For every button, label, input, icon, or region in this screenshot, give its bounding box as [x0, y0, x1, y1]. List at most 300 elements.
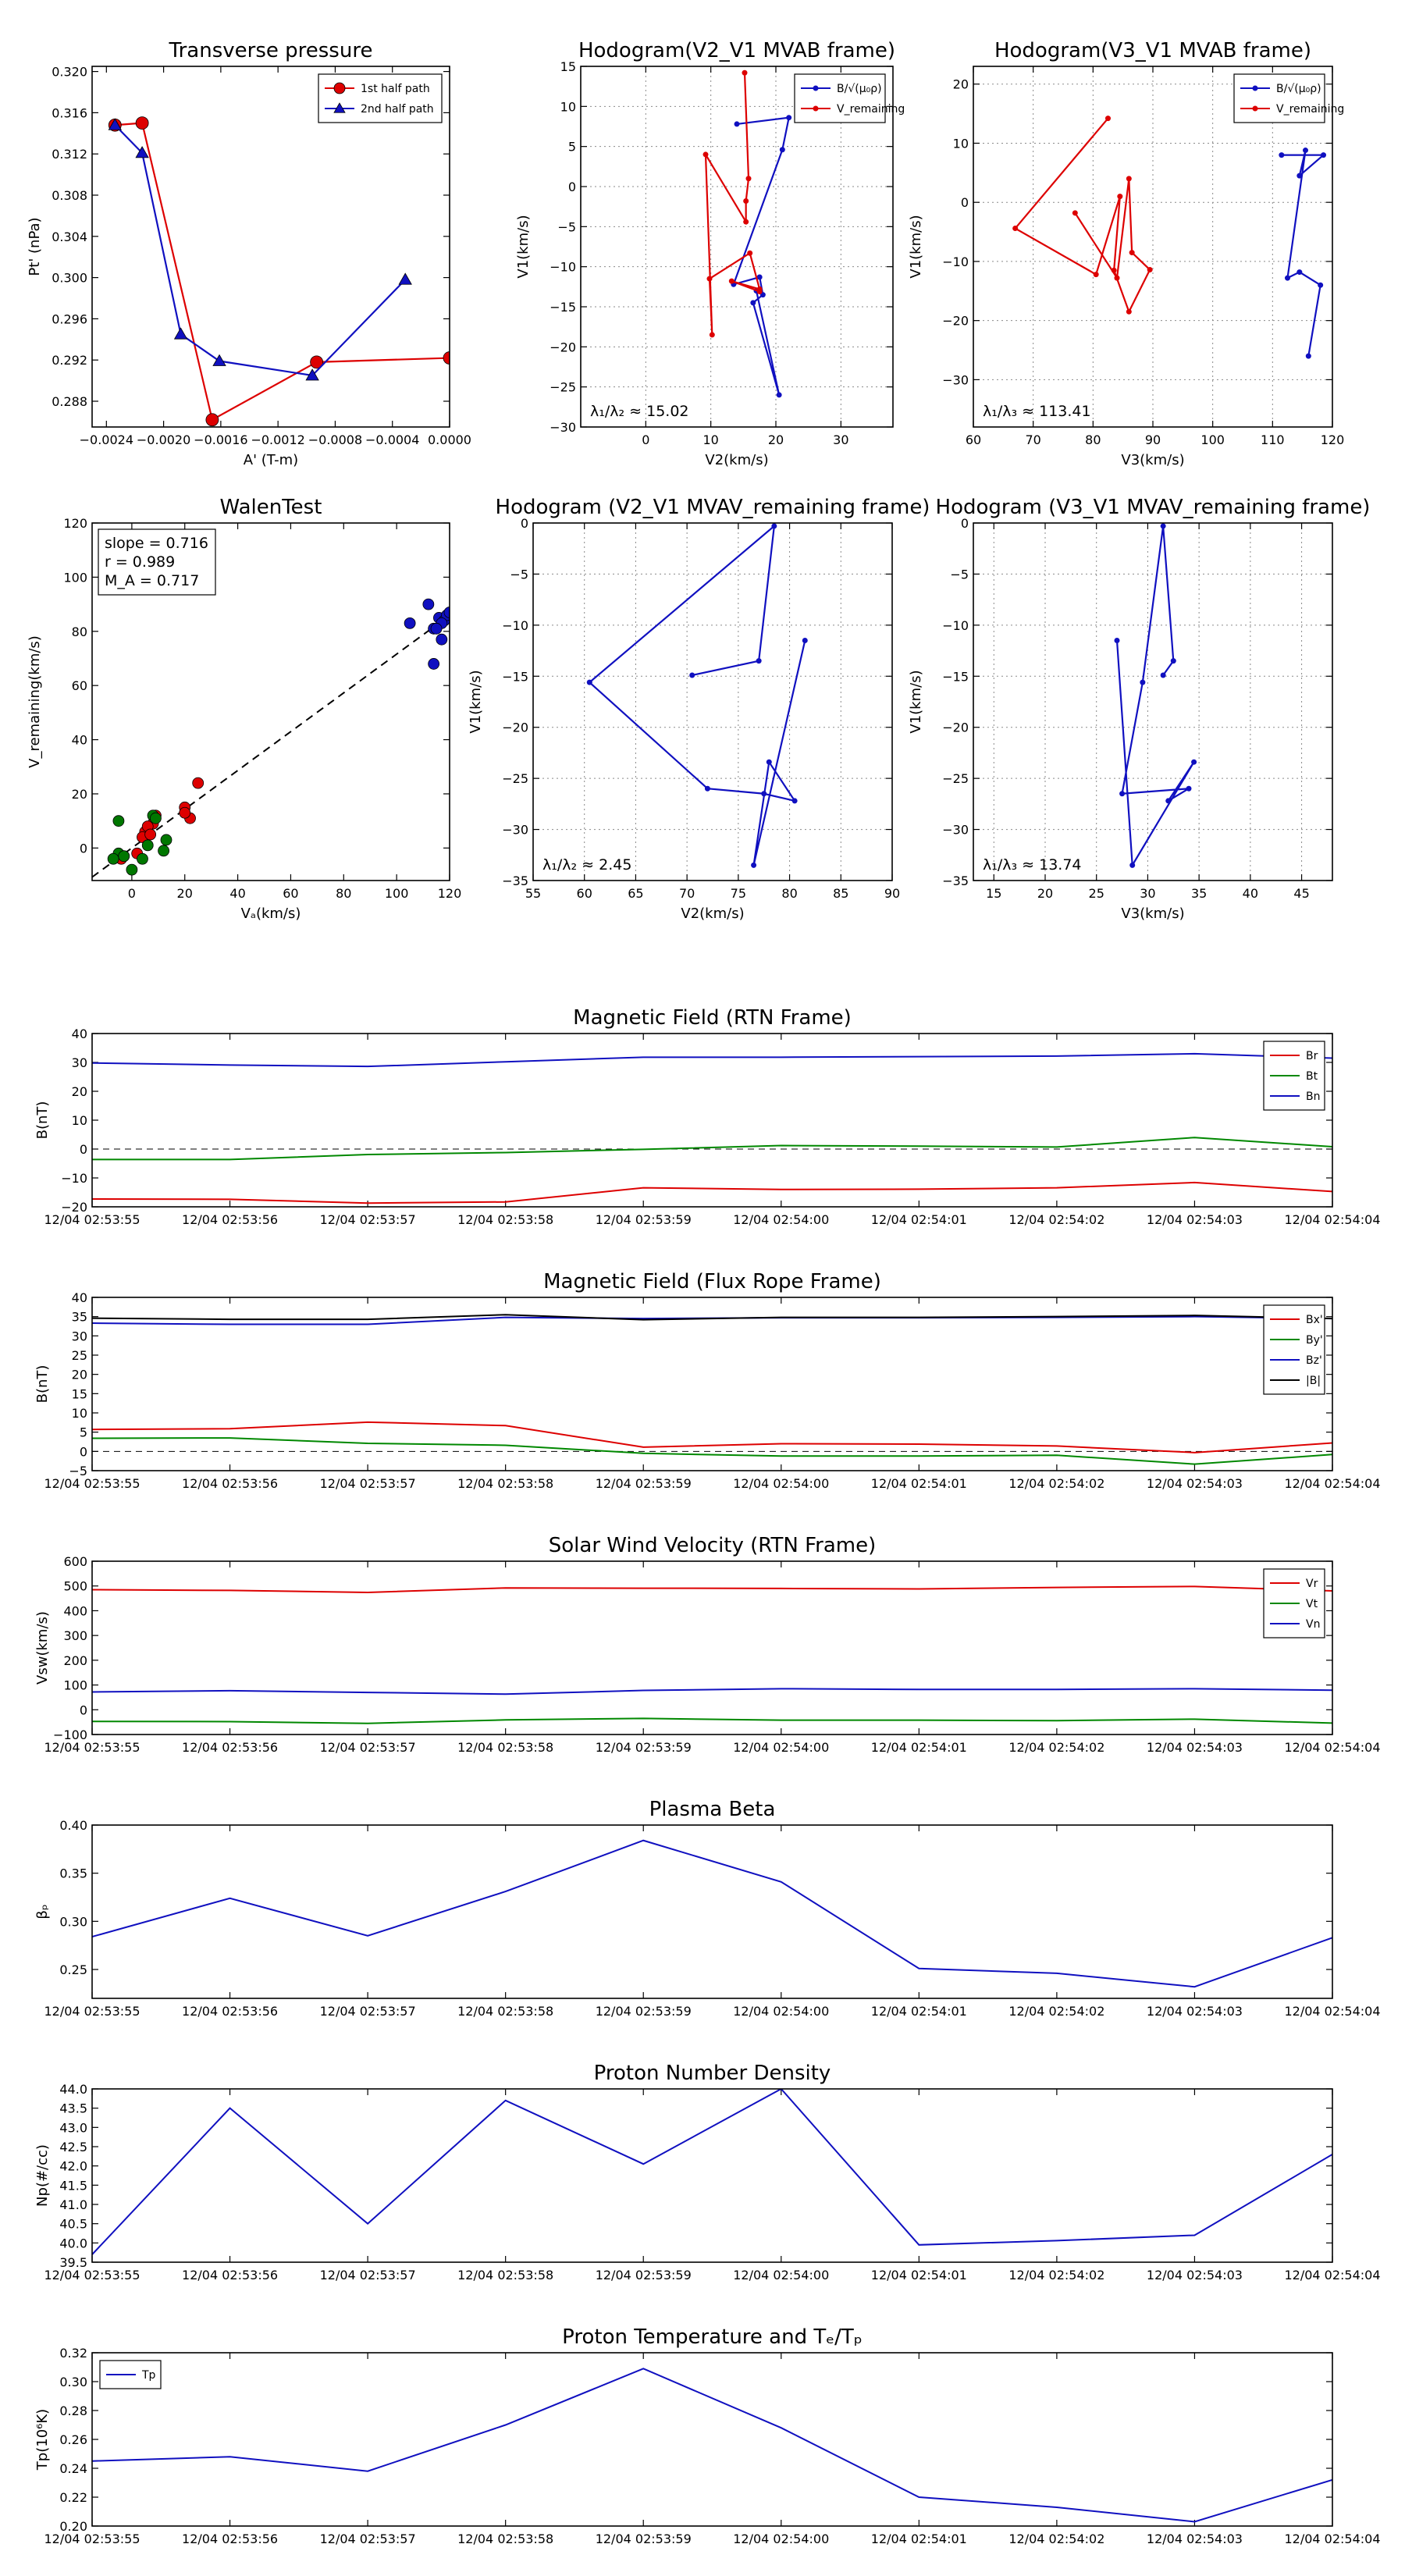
chart-sw_velocity	[34, 1534, 1381, 1755]
legend-label: |B|	[1306, 1375, 1321, 1387]
series-tp-line	[92, 2368, 1332, 2521]
y-tick-label: 0.304	[52, 229, 87, 244]
x-tick-label: 20	[176, 886, 193, 901]
plot-area	[92, 1586, 1332, 1723]
chart-hodogram_v2v1_mvav	[468, 496, 930, 922]
x-tick-label: 60	[576, 886, 592, 901]
y-axis-label: Vsw(km/s)	[34, 1611, 51, 1685]
y-tick-label: 0	[960, 516, 969, 531]
legend	[1264, 1569, 1325, 1638]
x-tick-label: 120	[437, 886, 462, 901]
y-tick-label: −20	[502, 720, 528, 735]
x-tick-label: 12/04 02:54:03	[1146, 1740, 1243, 1755]
y-tick-label: 0.308	[52, 188, 87, 203]
eigenvalue-ratio-label: λ₁/λ₂ ≈ 2.45	[542, 856, 632, 873]
series-2-point	[150, 813, 161, 824]
series-2-point	[137, 853, 148, 864]
y-tick-label: −5	[950, 567, 969, 582]
legend-label: B/√(μ₀ρ)	[837, 83, 882, 95]
x-tick-label: 70	[678, 886, 695, 901]
series-v-remaining-point	[1112, 268, 1117, 273]
y-tick-label: 40.0	[59, 2236, 87, 2251]
y-tick-label: 42.0	[59, 2158, 87, 2174]
y-axis-label: Np(#/cc)	[34, 2144, 51, 2207]
y-tick-label: 0.316	[52, 105, 87, 121]
series-b--point	[786, 115, 791, 120]
y-tick-label: 40	[71, 1290, 87, 1305]
x-tick-label: 12/04 02:54:04	[1284, 2268, 1381, 2282]
y-axis-label: V1(km/s)	[908, 670, 924, 734]
y-tick-label: 80	[71, 624, 87, 639]
chart-hodogram_v2v1_mvab	[515, 39, 905, 468]
y-axis-label: V1(km/s)	[908, 215, 924, 279]
x-tick-label: 12/04 02:54:02	[1008, 1476, 1105, 1491]
y-tick-label: 10	[952, 136, 969, 151]
legend-label: V_remaining	[837, 103, 905, 116]
x-tick-label: 40	[1242, 886, 1259, 901]
legend-label: Vr	[1306, 1578, 1318, 1590]
x-axis-label: V2(km/s)	[681, 906, 745, 922]
x-tick-label: 12/04 02:53:55	[44, 1476, 140, 1491]
y-tick-label: 0	[960, 195, 969, 211]
x-tick-label: 12/04 02:54:02	[1008, 2268, 1105, 2282]
y-tick-label: −10	[502, 617, 528, 633]
eigenvalue-ratio-label: λ₁/λ₃ ≈ 13.74	[983, 856, 1082, 873]
x-tick-label: −0.0012	[251, 432, 305, 447]
series-v-remaining-point	[746, 176, 752, 181]
y-tick-label: −30	[942, 372, 969, 388]
x-tick-label: 110	[1261, 432, 1285, 447]
x-tick-label: −0.0004	[365, 432, 420, 447]
y-tick-label: −10	[942, 617, 969, 633]
series-0-point	[792, 798, 798, 803]
x-tick-label: 12/04 02:54:01	[870, 2268, 967, 2282]
series-v-remaining-point	[1094, 272, 1099, 277]
y-tick-label: −35	[502, 873, 528, 888]
y-tick-label: 5	[79, 1425, 87, 1440]
x-tick-label: 80	[781, 886, 798, 901]
y-tick-label: 0.20	[59, 2519, 87, 2534]
y-tick-label: −10	[942, 254, 969, 269]
series-v-remaining-line	[706, 73, 759, 335]
series-0-point	[767, 760, 772, 765]
series-1-point	[180, 807, 190, 818]
y-tick-label: 15	[560, 59, 576, 74]
series-0-point	[756, 658, 762, 664]
x-tick-label: 12/04 02:54:00	[733, 2532, 830, 2546]
x-tick-label: 90	[1144, 432, 1161, 447]
x-tick-label: 80	[336, 886, 352, 901]
chart-title: WalenTest	[219, 496, 322, 519]
plot-area	[1115, 523, 1197, 867]
series-0-line	[1117, 526, 1194, 865]
y-tick-label: 0.26	[59, 2432, 87, 2447]
plot-area	[92, 1054, 1332, 1203]
plot-area	[703, 70, 792, 398]
x-tick-label: 12/04 02:54:04	[1284, 1476, 1381, 1491]
y-tick-label: 400	[63, 1603, 87, 1619]
series-0-point	[1119, 791, 1125, 796]
series-0-point	[1191, 760, 1197, 765]
y-tick-label: 30	[71, 1055, 87, 1070]
y-tick-label: −20	[61, 1200, 87, 1215]
series-b--point	[735, 121, 740, 126]
legend-label: Vt	[1306, 1598, 1318, 1610]
chart-title: Transverse pressure	[169, 39, 373, 62]
y-tick-label: 500	[63, 1578, 87, 1594]
series-v-remaining-point	[1012, 226, 1018, 231]
series-0-point	[705, 786, 710, 792]
stats-line: slope = 0.716	[105, 535, 208, 552]
y-tick-label: 39.5	[59, 2255, 87, 2270]
series-2nd-half-path-point	[175, 328, 187, 339]
y-tick-label: 0.296	[52, 311, 87, 327]
x-tick-label: −0.0024	[79, 432, 134, 447]
x-tick-label: 12/04 02:54:01	[870, 2004, 967, 2019]
y-tick-label: −30	[502, 822, 528, 838]
x-tick-label: 120	[1320, 432, 1345, 447]
plot-area	[92, 2368, 1332, 2521]
y-axis-label: V1(km/s)	[468, 670, 484, 734]
series-v-remaining-point	[1147, 267, 1153, 272]
series-v-remaining-point	[747, 251, 752, 256]
series-0-line	[92, 1841, 1332, 1987]
series-b--line	[734, 118, 789, 395]
x-tick-label: 12/04 02:53:59	[595, 1740, 692, 1755]
x-tick-label: 12/04 02:53:58	[457, 2532, 554, 2546]
series-1st-half-path-point	[136, 117, 148, 130]
x-tick-label: 15	[986, 886, 1002, 901]
series-0-point	[423, 599, 434, 610]
series-2nd-half-path-point	[213, 355, 226, 366]
y-tick-label: 41.0	[59, 2197, 87, 2212]
x-tick-label: 55	[525, 886, 542, 901]
series-b--point	[1318, 283, 1323, 288]
y-tick-label: 40.5	[59, 2216, 87, 2232]
x-tick-label: 65	[628, 886, 644, 901]
series-v-remaining-point	[1126, 309, 1132, 315]
legend-label: Bn	[1306, 1091, 1321, 1103]
x-tick-label: 12/04 02:54:02	[1008, 1740, 1105, 1755]
x-tick-label: 12/04 02:54:04	[1284, 1212, 1381, 1227]
series-v-remaining-point	[710, 332, 715, 337]
x-tick-label: 12/04 02:53:56	[182, 2004, 279, 2019]
y-tick-label: −5	[510, 567, 528, 582]
x-tick-label: 12/04 02:54:01	[870, 2532, 967, 2546]
y-tick-label: −35	[942, 873, 969, 888]
y-tick-label: −20	[942, 720, 969, 735]
chart-transverse_pressure	[27, 39, 471, 468]
series-v-remaining-point	[1072, 210, 1078, 215]
series-0-line	[589, 526, 805, 865]
x-tick-label: 12/04 02:54:00	[733, 1476, 830, 1491]
y-tick-label: −30	[550, 420, 576, 435]
series-0-point	[1115, 638, 1120, 643]
x-tick-label: 12/04 02:53:57	[319, 2268, 416, 2282]
x-tick-label: 10	[702, 432, 719, 447]
chart-title: Hodogram (V2_V1 MVAV_remaining frame)	[495, 496, 930, 519]
y-tick-label: 10	[71, 1113, 87, 1128]
x-tick-label: 12/04 02:54:00	[733, 1212, 830, 1227]
chart-title: Proton Number Density	[593, 2062, 831, 2085]
chart-title: Magnetic Field (RTN Frame)	[573, 1006, 852, 1030]
x-axis-label: A' (T-m)	[243, 452, 299, 468]
x-tick-label: 35	[1190, 886, 1208, 901]
chart-plasma_beta	[34, 1798, 1381, 2019]
x-tick-label: 12/04 02:53:59	[595, 1212, 692, 1227]
series-0-line	[92, 2089, 1332, 2254]
x-tick-label: 12/04 02:54:02	[1008, 2004, 1105, 2019]
series-0-point	[1129, 863, 1135, 868]
x-tick-label: 12/04 02:53:55	[44, 2004, 140, 2019]
x-tick-label: 12/04 02:54:02	[1008, 1212, 1105, 1227]
x-tick-label: 12/04 02:53:58	[457, 2004, 554, 2019]
chart-proton_density	[34, 2062, 1381, 2282]
y-tick-label: 20	[71, 786, 87, 802]
x-tick-label: 75	[730, 886, 747, 901]
y-axis-label: Tp(10⁶K)	[34, 2408, 51, 2471]
legend-label: Tp	[142, 2369, 156, 2382]
y-tick-label: 35	[71, 1309, 87, 1325]
y-tick-label: 100	[63, 1678, 87, 1693]
y-axis-label: βₚ	[34, 1904, 51, 1920]
series-2-point	[126, 864, 137, 875]
y-tick-label: −10	[61, 1171, 87, 1186]
y-tick-label: 20	[71, 1367, 87, 1382]
x-tick-label: 12/04 02:54:00	[733, 2268, 830, 2282]
series-1st-half-path-line	[115, 123, 450, 420]
series-b--point	[1297, 173, 1302, 179]
y-tick-label: −25	[942, 771, 969, 787]
y-tick-label: 0.30	[59, 2375, 87, 2389]
chart-mag_rtn	[34, 1006, 1381, 1227]
y-tick-label: 0.40	[59, 1818, 87, 1833]
x-tick-label: 12/04 02:53:58	[457, 1476, 554, 1491]
plot-area	[92, 1315, 1332, 1464]
x-tick-label: 30	[1140, 886, 1156, 901]
legend	[318, 74, 442, 123]
chart-title: Hodogram (V3_V1 MVAV_remaining frame)	[935, 496, 1371, 519]
x-tick-label: 12/04 02:54:03	[1146, 1212, 1243, 1227]
y-tick-label: 0.24	[59, 2461, 87, 2476]
chart-mag_flux_rope	[34, 1270, 1381, 1491]
series-0-point	[751, 863, 756, 868]
series-v-remaining-point	[1115, 276, 1120, 281]
x-tick-label: 70	[1025, 432, 1041, 447]
y-tick-label: 0.28	[59, 2403, 87, 2418]
x-tick-label: 12/04 02:54:01	[870, 1740, 967, 1755]
series-b--point	[780, 147, 785, 152]
x-tick-label: 12/04 02:53:59	[595, 2268, 692, 2282]
series-v-remaining-point	[1129, 250, 1135, 255]
series-0-point	[429, 658, 439, 669]
legend	[795, 74, 905, 123]
plot-area	[92, 1841, 1332, 1987]
y-tick-label: 0.312	[52, 147, 87, 162]
legend-marker	[334, 83, 345, 94]
y-tick-label: −5	[69, 1464, 87, 1478]
legend-marker	[813, 86, 819, 91]
series-b--point	[777, 392, 782, 397]
x-tick-label: 12/04 02:54:01	[870, 1476, 967, 1491]
y-tick-label: 44.0	[59, 2082, 87, 2097]
y-tick-label: 0	[79, 1142, 87, 1157]
y-tick-label: −30	[942, 822, 969, 838]
legend-label: 2nd half path	[361, 103, 434, 116]
x-tick-label: 12/04 02:54:04	[1284, 1740, 1381, 1755]
series-0-point	[1165, 798, 1171, 803]
y-tick-label: −25	[502, 771, 528, 787]
x-tick-label: 12/04 02:54:01	[870, 1212, 967, 1227]
x-tick-label: 100	[384, 886, 409, 901]
series-2-point	[119, 851, 130, 862]
x-tick-label: 12/04 02:53:56	[182, 2268, 279, 2282]
y-tick-label: 5	[567, 139, 576, 155]
x-tick-label: 45	[1293, 886, 1310, 901]
x-tick-label: 12/04 02:53:57	[319, 1740, 416, 1755]
series-0-point	[761, 791, 767, 796]
series-vr-line	[92, 1586, 1332, 1592]
series-vn-line	[92, 1688, 1332, 1694]
chart-hodogram_v3v1_mvav	[908, 496, 1370, 922]
y-tick-label: 300	[63, 1628, 87, 1644]
y-tick-label: −25	[550, 379, 576, 395]
y-tick-label: −15	[942, 669, 969, 685]
legend-marker	[813, 106, 819, 112]
x-tick-label: 12/04 02:54:03	[1146, 2532, 1243, 2546]
eigenvalue-ratio-label: λ₁/λ₃ ≈ 113.41	[983, 403, 1091, 420]
x-tick-label: 12/04 02:54:00	[733, 1740, 830, 1755]
x-tick-label: 12/04 02:53:59	[595, 2004, 692, 2019]
x-tick-label: 60	[965, 432, 982, 447]
legend-label: Vn	[1306, 1618, 1321, 1631]
x-tick-label: 12/04 02:53:57	[319, 1476, 416, 1491]
x-axis-label: V3(km/s)	[1121, 906, 1185, 922]
series-1-point	[193, 777, 204, 788]
chart-title: Proton Temperature and Tₑ/Tₚ	[562, 2325, 863, 2349]
y-tick-label: 0.22	[59, 2490, 87, 2505]
series-br-line	[92, 1183, 1332, 1203]
y-tick-label: 0.292	[52, 353, 87, 368]
plot-area	[92, 2089, 1332, 2254]
x-tick-label: 20	[767, 432, 784, 447]
x-tick-label: 30	[833, 432, 849, 447]
x-tick-label: 60	[283, 886, 299, 901]
y-tick-label: 40	[71, 1026, 87, 1041]
y-tick-label: 60	[71, 678, 87, 694]
plot-frame	[92, 2353, 1332, 2526]
plot-frame	[973, 523, 1332, 881]
series-b--point	[1279, 152, 1284, 158]
series-b--point	[1297, 269, 1302, 275]
series-1-point	[145, 829, 156, 840]
chart-title: Solar Wind Velocity (RTN Frame)	[548, 1534, 877, 1557]
y-tick-label: −100	[53, 1727, 87, 1742]
x-tick-label: 12/04 02:53:55	[44, 1740, 140, 1755]
y-tick-label: 0.35	[59, 1866, 87, 1881]
y-axis-label: B(nT)	[34, 1101, 51, 1140]
y-tick-label: 0	[79, 1444, 87, 1460]
plot-frame	[92, 1034, 1332, 1207]
plot-area	[1012, 116, 1326, 358]
y-tick-label: 30	[71, 1329, 87, 1344]
x-tick-label: 12/04 02:53:56	[182, 1212, 279, 1227]
y-tick-label: 0	[79, 1703, 87, 1718]
y-axis-label: Pt' (nPa)	[27, 217, 43, 276]
y-tick-label: 20	[71, 1084, 87, 1099]
x-tick-label: −0.0008	[308, 432, 363, 447]
series-v-remaining-point	[742, 70, 748, 76]
series-2-point	[113, 816, 124, 827]
y-tick-label: −15	[502, 669, 528, 685]
x-tick-label: 12/04 02:54:00	[733, 2004, 830, 2019]
series-b--point	[1306, 354, 1311, 359]
y-tick-label: 100	[63, 570, 87, 585]
series-v-remaining-point	[707, 276, 713, 282]
y-tick-label: −15	[550, 300, 576, 315]
x-tick-label: 12/04 02:54:03	[1146, 2268, 1243, 2282]
x-tick-label: 20	[1037, 886, 1054, 901]
y-tick-label: −10	[550, 259, 576, 275]
y-tick-label: −20	[942, 313, 969, 329]
series-v-remaining-point	[1126, 176, 1132, 181]
chart-title: Hodogram(V2_V1 MVAB frame)	[578, 39, 896, 62]
plot-area	[108, 117, 456, 426]
x-tick-label: 12/04 02:53:55	[44, 2532, 140, 2546]
chart-title: Plasma Beta	[649, 1798, 776, 1821]
series-bt-line	[92, 1137, 1332, 1159]
x-tick-label: 12/04 02:53:56	[182, 2532, 279, 2546]
chart-title: Magnetic Field (Flux Rope Frame)	[543, 1270, 881, 1293]
stats-line: r = 0.989	[105, 553, 176, 571]
series-0-point	[587, 680, 592, 685]
x-tick-label: 12/04 02:53:57	[319, 1212, 416, 1227]
series-2nd-half-path-line	[115, 125, 405, 375]
series-v-remaining-line	[1016, 119, 1151, 312]
y-tick-label: 120	[63, 516, 87, 531]
series-v-remaining-point	[1117, 194, 1122, 199]
x-tick-label: 12/04 02:54:04	[1284, 2532, 1381, 2546]
legend-entry	[325, 83, 430, 95]
x-tick-label: 12/04 02:53:58	[457, 1212, 554, 1227]
y-tick-label: −20	[550, 340, 576, 355]
chart-proton_temperature	[34, 2325, 1381, 2546]
y-tick-label: 0.320	[52, 64, 87, 80]
series-1st-half-path-point	[206, 414, 219, 426]
x-tick-label: 12/04 02:54:03	[1146, 2004, 1243, 2019]
x-tick-label: 12/04 02:53:56	[182, 1476, 279, 1491]
legend-label: Br	[1306, 1050, 1318, 1062]
y-tick-label: 42.5	[59, 2140, 87, 2154]
series-2-point	[142, 840, 153, 851]
x-tick-label: 12/04 02:53:59	[595, 2532, 692, 2546]
chart-walen_test	[27, 496, 461, 922]
x-tick-label: 12/04 02:54:02	[1008, 2532, 1105, 2546]
x-tick-label: −0.0016	[194, 432, 248, 447]
series-0-point	[802, 638, 808, 643]
y-tick-label: 0.288	[52, 394, 87, 409]
y-tick-label: 200	[63, 1653, 87, 1668]
legend	[100, 2361, 161, 2389]
y-tick-label: 0	[520, 516, 528, 531]
y-tick-label: 0.30	[59, 1914, 87, 1930]
chart-hodogram_v3v1_mvab	[908, 39, 1344, 468]
y-tick-label: 20	[952, 76, 969, 92]
legend-marker	[1253, 106, 1258, 112]
legend-label: By'	[1306, 1334, 1323, 1347]
legend	[1234, 74, 1344, 123]
plot-area	[587, 523, 808, 867]
